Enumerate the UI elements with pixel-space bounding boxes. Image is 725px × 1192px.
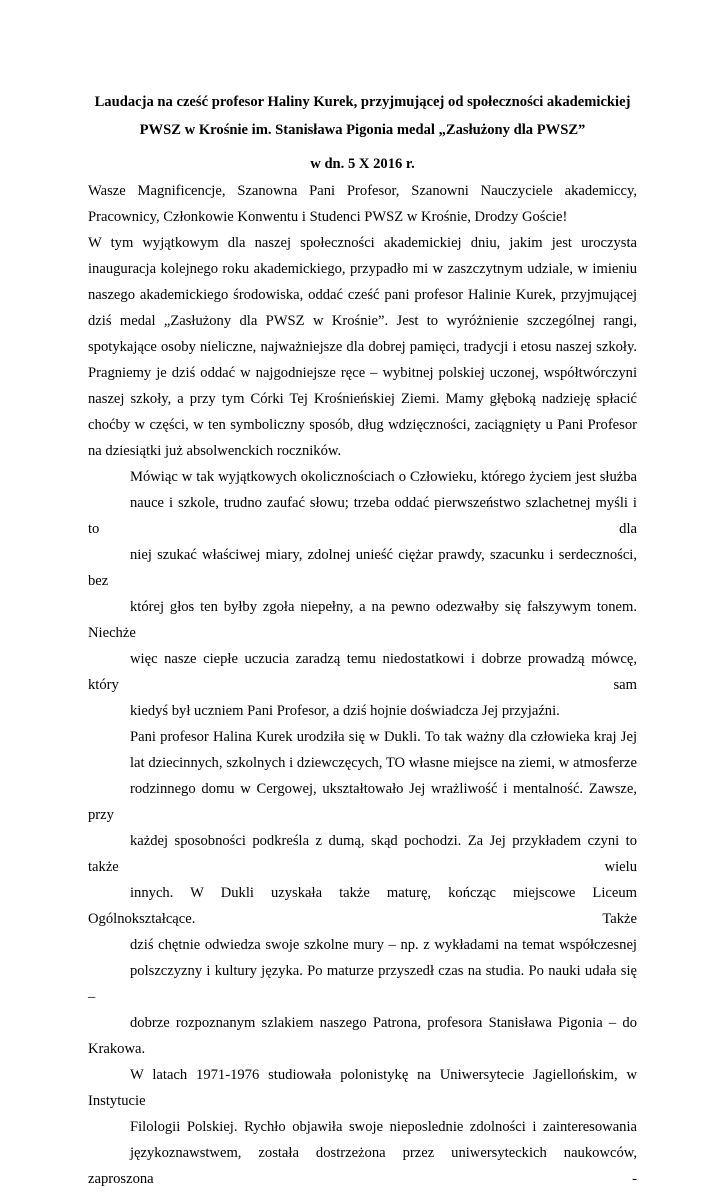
text-line: W latach 1971-1976 studiowała polonistykę na Uniwersytecie Jagiellońskim, w Instytucie <box>88 1067 637 1109</box>
text-line: innych. W Dukli uzyskała także maturę, kończąc miejscowe Liceum Ogólnokształcące. Także <box>88 885 637 927</box>
document-title <box>88 88 637 144</box>
text-line: Pracownicy, Członkowie Konwentu i Studenci PWSZ w Krośnie, Drodzy Goście! <box>88 209 568 225</box>
text-line: lat dziecinnych, szkolnych i dziewczęcych, TO własne miejsce na ziemi, w atmosferze <box>130 755 637 771</box>
text-line: Filologii Polskiej. Rychło objawiła swoje nieposlednie zdolności i zainteresowania <box>130 1119 637 1135</box>
text-line: spotykające osoby nieliczne, najważniejsze dla dobrej pamięci, tradycji i etosu naszej szkoły. <box>88 339 637 355</box>
text-line: Mówiąc w tak wyjątkowych okolicznościach o Człowieku, którego życiem jest służba <box>130 469 637 485</box>
text-line: której głos ten byłby zgoła niepełny, a na pewno odezwałby się fałszywym tonem. Niechże <box>88 599 637 641</box>
text-line: naszej szkoły, a przy tym Córki Tej Krośnieńskiej Ziemi. Mamy głęboką nadzieję spłacić <box>88 391 637 407</box>
paragraph-3 <box>88 724 637 1192</box>
text-line: choćby w części, w ten symboliczny sposób, dług wdzięczności, zaciągnięty u Pani Profesor <box>88 417 637 433</box>
title-line-1: Laudacja na cześć profesor Haliny Kurek, przyjmującej od społeczności akademickiej <box>94 94 631 110</box>
document-date: w dn. 5 X 2016 r. <box>310 156 415 172</box>
paragraph-2 <box>88 464 637 724</box>
text-line: więc nasze ciepłe uczucia zaradzą temu niedostatkowi i dobrze prowadzą mówcę, który sam <box>88 651 637 693</box>
text-line: Pragniemy je dziś oddać w najgodniejsze ręce – wybitnej polskiej uczonej, współtwórczyni <box>88 365 637 381</box>
text-line: rodzinnego domu w Cergowej, ukształtowało Jej wrażliwość i mentalność. Zawsze, przy <box>88 781 637 823</box>
text-line: kiedyś był uczniem Pani Profesor, a dziś hojnie doświadcza Jej przyjaźni. <box>130 703 560 719</box>
title-line-2: PWSZ w Krośnie im. Stanisława Pigonia medal „Zasłużony dla PWSZ” <box>139 122 586 138</box>
text-line: dobrze rozpoznanym szlakiem naszego Patrona, profesora Stanisława Pigonia – do Krakowa. <box>88 1015 637 1057</box>
text-line: na dziesiątki już absolwenckich roczników. <box>88 443 342 459</box>
text-line: naszego akademickiego środowiska, oddać cześć pani profesor Halinie Kurek, przyjmującej <box>88 287 637 303</box>
greeting-paragraph <box>88 178 637 230</box>
text-line: nauce i szkole, trudno zaufać słowu; trzeba oddać pierwszeństwo szlachetnej myśli i to dla <box>88 495 637 537</box>
text-line: dziś chętnie odwiedza swoje szkolne mury – np. z wykładami na temat współczesnej <box>130 937 637 953</box>
text-line: dziś medal „Zasłużony dla PWSZ w Krośnie”. Jest to wyróżnienie szczególnej rangi, <box>88 313 637 329</box>
text-line: inauguracja kolejnego roku akademickiego, przypadło mi w zaszczytnym udziale, w imieniu <box>88 261 637 277</box>
text-line: polszczyzny i kultury języka. Po maturze przyszedł czas na studia. Po nauki udała się – <box>88 963 637 1005</box>
document-page <box>88 88 637 1192</box>
text-line: Wasze Magnificencje, Szanowna Pani Profesor, Szanowni Nauczyciele akademiccy, <box>88 183 637 199</box>
paragraph-1 <box>88 230 637 464</box>
text-line: niej szukać właściwej miary, zdolnej unieść ciężar prawdy, szacunku i serdeczności, bez <box>88 547 637 589</box>
text-line: każdej sposobności podkreśla z dumą, skąd pochodzi. Za Jej przykładem czyni to także wielu <box>88 833 637 875</box>
text-line: Pani profesor Halina Kurek urodziła się w Dukli. To tak ważny dla człowieka kraj Jej <box>130 729 637 745</box>
text-line: językoznawstwem, została dostrzeżona przez uniwersyteckich naukowców, zaproszona - <box>88 1145 637 1187</box>
text-line: W tym wyjątkowym dla naszej społeczności akademickiej dniu, jakim jest uroczysta <box>88 235 637 251</box>
